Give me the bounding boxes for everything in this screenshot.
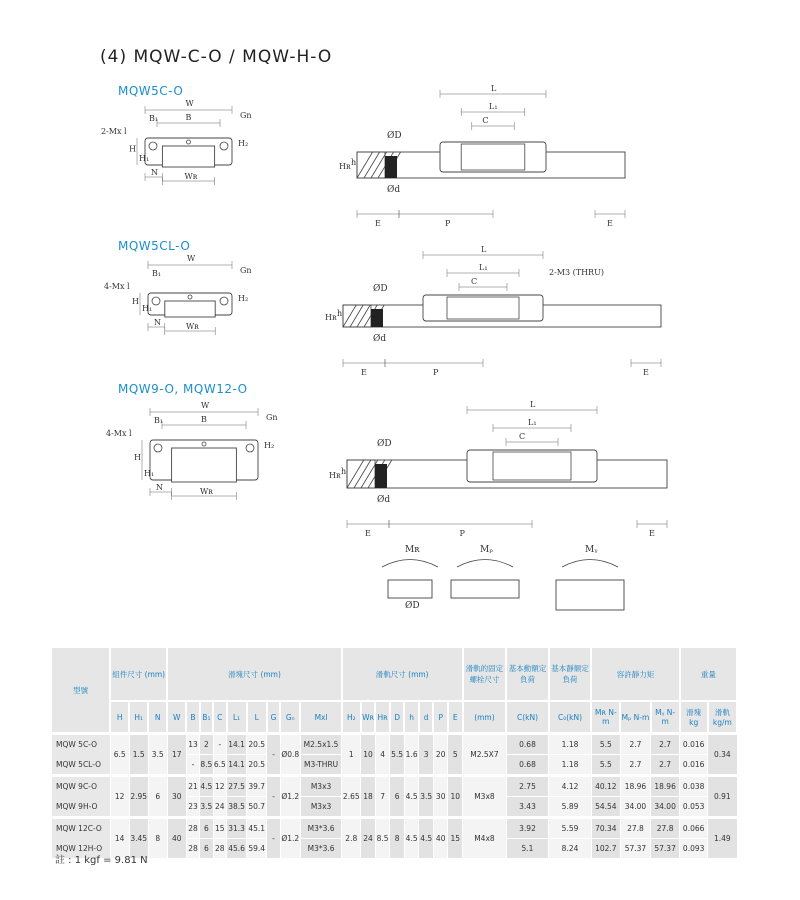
label-h2: H₂ [264,441,275,450]
label-hr: Hʀ [325,313,337,322]
label-h-small: h [337,309,343,318]
rail-section [162,146,214,167]
label-od: ØD [377,439,392,449]
label-p: P [433,368,439,377]
label-h-small: h [341,467,347,476]
label-hr: Hʀ [329,471,341,480]
moment-block-view [451,580,519,598]
cell-hr: 4 [375,734,390,776]
moment-label-mp: Mₚ [480,545,493,555]
cell-kg: 0.016 [680,755,708,776]
model-cell: MQW 12H-O [52,839,110,859]
cell-b1: 2 [200,734,213,755]
cell-l: 50.7 [247,797,267,818]
label-p: P [445,219,451,228]
cell-h: 14 [110,818,129,859]
cell-n: 6 [148,776,167,818]
cell-h: 6.5 [110,734,129,776]
column-header: C₀(kN) [549,701,592,734]
header-rail-dims: 滑軌尺寸 (mm) [342,648,463,701]
label-wr: Wʀ [186,322,199,331]
cell-h2: 2.65 [342,776,361,818]
cell-c0: 1.18 [549,755,592,776]
label-p: P [459,529,465,538]
label-hr: Hʀ [339,162,351,171]
cell-b1: 3.5 [200,797,213,818]
label-l1: L₁ [489,102,498,111]
cell-c: 12 [213,776,226,797]
cell-c0: 4.12 [549,776,592,797]
cell-c0: 1.18 [549,734,592,755]
cell-my: 2.7 [651,755,680,776]
cell-cd: 5.1 [506,839,549,859]
cell-h: 12 [110,776,129,818]
cell-l: 20.5 [247,734,267,755]
cell-gs: Ø1.2 [280,818,300,859]
cell-l: 45.1 [247,818,267,839]
moment-arrow-icon [562,560,618,568]
cell-gs: Ø1.2 [280,776,300,818]
column-header: P [433,701,448,734]
cell-p: 40 [433,818,448,859]
label-n: N [156,483,163,492]
column-header: C(kN) [506,701,549,734]
column-header: H₂ [342,701,361,734]
label-l: L [481,245,487,254]
cell-mr: 54.54 [591,797,620,818]
cell-l: 39.7 [247,776,267,797]
label-l: L [491,84,497,93]
cell-hr: 8.5 [375,818,390,859]
label-e: E [365,529,371,538]
cell-rail-weight: 1.49 [708,818,737,859]
column-header: Wʀ [361,701,376,734]
cell-rail-weight: 0.91 [708,776,737,818]
cell-bolt: M3x8 [463,776,507,818]
cell-my: 18.96 [651,776,680,797]
label-l1: L₁ [528,418,537,427]
cell-g: - [267,776,280,818]
cell-mp: 27.8 [620,818,650,839]
label-gn: Gn [240,111,252,120]
cell-wr: 10 [361,734,376,776]
cell-b1: 8.5 [200,755,213,776]
label-n: N [154,318,161,327]
label-h2: H₂ [238,294,249,303]
cell-d: 6 [390,776,405,818]
label-od-small: Ød [373,334,387,344]
moment-label-mr: Mʀ [405,545,420,555]
model-cell: MQW 5CL-O [52,755,110,776]
column-header: d [419,701,434,734]
cell-rail-weight: 0.34 [708,734,737,776]
label-h-small: h [351,158,357,167]
cell-hr: 7 [375,776,390,818]
model-cell: MQW 12C-O [52,818,110,839]
label-mxl: 2-Mx l [101,127,127,136]
cell-b1: 6 [200,818,213,839]
cell-b1: 6 [200,839,213,859]
cell-w: 17 [167,734,186,776]
cell-e: 10 [448,776,463,818]
label-wr: Wʀ [200,487,213,496]
cell-l1: 45.6 [227,839,247,859]
header-dynamic-load: 基本動額定負荷 [506,648,549,701]
rail-section [172,448,237,482]
cell-kg: 0.066 [680,818,708,839]
cell-cd: 2.75 [506,776,549,797]
bolt-hole-section [371,309,383,327]
cell-bolt: M4x8 [463,818,507,859]
cell-l1: 14.1 [227,734,247,755]
label-h: H [134,453,141,462]
cell-g: - [267,734,280,776]
label-h: H [129,144,136,154]
cell-b: 13 [186,734,199,755]
cell-my: 34.00 [651,797,680,818]
cell-kg: 0.038 [680,776,708,797]
table-row [52,734,737,755]
moment-label-od: ØD [405,601,420,611]
cell-mr: 102.7 [591,839,620,859]
cell-c: 6.5 [213,755,226,776]
cell-d: 3.5 [419,776,434,818]
cell-b: - [186,755,199,776]
moment-label-my: Mᵧ [585,545,598,555]
cell-h: 4.5 [404,776,419,818]
label-c: C [519,432,526,441]
cell-b1: 4.5 [200,776,213,797]
cell-mp: 18.96 [620,776,650,797]
label-h: H [132,297,139,306]
cell-l1: 14.1 [227,755,247,776]
column-header: Mᵧ N-m [651,701,680,734]
label-w: W [187,254,196,263]
cell-l: 20.5 [247,755,267,776]
label-e: E [361,368,367,377]
label-h2: H₂ [238,139,249,148]
cell-my: 57.37 [651,839,680,859]
cell-cd: 0.68 [506,755,549,776]
model-cell: MQW 5C-O [52,734,110,755]
cell-c: 15 [213,818,226,839]
label-e: E [375,219,381,228]
cell-c: 24 [213,797,226,818]
cell-mp: 2.7 [620,734,650,755]
model-cell: MQW 9H-O [52,797,110,818]
spec-table [52,648,738,858]
table-row [52,776,737,797]
cell-w: 40 [167,818,186,859]
header-static-moment: 容許靜力矩 [591,648,679,701]
column-header: B [186,701,199,734]
cell-mp: 34.00 [620,797,650,818]
cell-n: 8 [148,818,167,859]
cell-h2: 2.8 [342,818,361,859]
label-h1: H₁ [142,304,153,313]
moment-block-view [388,580,432,598]
column-header: B₁ [200,701,213,734]
cell-d: 3 [419,734,434,776]
bolt-hole-section [375,464,387,488]
column-header: (mm) [463,701,507,734]
page-title: (4) MQW-C-O / MQW-H-O [100,47,333,67]
label-b: B [201,415,207,424]
cell-h1: 2.95 [129,776,148,818]
cell-h2: 1 [342,734,361,776]
cell-e: 15 [448,818,463,859]
cell-h1: 3.45 [129,818,148,859]
section-title-mqw5c: MQW5C-O [118,84,184,98]
label-b1: B₁ [149,114,159,123]
label-w: W [185,99,194,108]
rail-section [165,301,215,317]
cell-h1: 1.5 [129,734,148,776]
cell-mxl: M3*3.6 [300,818,341,839]
cell-p: 20 [433,734,448,776]
cell-mxl: M2.5x1.5 [300,734,341,755]
column-header: W [167,701,186,734]
cell-c0: 5.89 [549,797,592,818]
cell-mxl: M3*3.6 [300,839,341,859]
cell-cd: 3.43 [506,797,549,818]
bolt-hole-section [385,156,397,178]
table-row [52,818,737,839]
cell-mxl: M3x3 [300,797,341,818]
column-header: G [267,701,280,734]
table-subheader-row [52,701,737,734]
column-header: Hʀ [375,701,390,734]
cell-d: 8 [390,818,405,859]
label-h1: H₁ [139,154,150,163]
cell-mr: 5.5 [591,755,620,776]
cell-h: 4.5 [404,818,419,859]
label-l: L [530,400,536,409]
cell-d: 4.5 [419,818,434,859]
cell-c0: 8.24 [549,839,592,859]
label-gn: Gn [240,266,252,275]
cell-l1: 27.5 [227,776,247,797]
cell-kg: 0.093 [680,839,708,859]
label-b1: B₁ [152,269,162,278]
cell-b: 28 [186,818,199,839]
label-h1: H₁ [144,469,155,478]
model-cell: MQW 9C-O [52,776,110,797]
label-l1: L₁ [479,263,488,272]
moment-block-view [556,580,624,610]
cell-wr: 18 [361,776,376,818]
label-mxl: 4-Mx l [106,429,132,438]
header-bolt-size: 滑軌的固定螺栓尺寸 [463,648,507,701]
cell-b: 28 [186,839,199,859]
footnote: 註 : 1 kgf = 9.81 N [55,855,148,866]
cell-bolt: M2.5X7 [463,734,507,776]
cell-c: 28 [213,839,226,859]
column-header: 滑軌 kg/m [708,701,737,734]
cell-mp: 57.37 [620,839,650,859]
cell-l: 59.4 [247,839,267,859]
cell-my: 27.8 [651,818,680,839]
label-od: ØD [387,131,402,141]
cell-gs: Ø0.8 [280,734,300,776]
cell-b: 21 [186,776,199,797]
column-header: L₁ [227,701,247,734]
header-assembly-dims: 組件尺寸 (mm) [110,648,167,701]
cell-mxl: M3-THRU [300,755,341,776]
cell-my: 2.7 [651,734,680,755]
column-header: Gₙ [280,701,300,734]
label-thru: 2-M3 (THRU) [549,268,604,277]
slider-side-view [440,142,546,172]
cell-c: - [213,734,226,755]
cell-b: 23 [186,797,199,818]
cell-h: 1.6 [404,734,419,776]
column-header: L [247,701,267,734]
label-od: ØD [373,284,388,294]
cell-p: 30 [433,776,448,818]
cell-mr: 70.34 [591,818,620,839]
section-title-mqw9-12: MQW9-O, MQW12-O [118,382,248,396]
column-header: C [213,701,226,734]
label-e: E [607,219,613,228]
cell-mr: 40.12 [591,776,620,797]
cell-mp: 2.7 [620,755,650,776]
header-weight: 重量 [680,648,737,701]
column-header: H₁ [129,701,148,734]
cell-mr: 5.5 [591,734,620,755]
column-header: 滑塊 kg [680,701,708,734]
label-c: C [482,116,489,125]
header-static-load: 基本靜額定負荷 [549,648,592,701]
column-header: H [110,701,129,734]
header-block-dims: 滑塊尺寸 (mm) [167,648,342,701]
label-b1: B₁ [154,416,164,425]
label-gn: Gn [266,413,278,422]
column-header: D [390,701,405,734]
cell-cd: 3.92 [506,818,549,839]
column-header: Mʀ N-m [591,701,620,734]
label-e: E [649,529,655,538]
slider-side-view [423,295,543,321]
column-header: Mxl [300,701,341,734]
cell-n: 3.5 [148,734,167,776]
cell-kg: 0.016 [680,734,708,755]
cell-w: 30 [167,776,186,818]
label-od-small: Ød [387,185,401,195]
cell-g: - [267,818,280,859]
column-header: Mₚ N-m [620,701,650,734]
label-e: E [643,368,649,377]
label-n: N [151,168,158,177]
section-title-mqw5cl: MQW5CL-O [118,239,191,253]
cell-cd: 0.68 [506,734,549,755]
column-header: h [404,701,419,734]
label-mxl: 4-Mx l [104,282,130,291]
slider-side-view [467,450,597,482]
label-w: W [201,401,210,410]
cell-d: 5.5 [390,734,405,776]
cell-l1: 31.3 [227,818,247,839]
column-header: E [448,701,463,734]
cell-l1: 38.5 [227,797,247,818]
moment-arrow-icon [382,560,438,568]
label-od-small: Ød [377,495,391,505]
cell-kg: 0.053 [680,797,708,818]
cell-c0: 5.59 [549,818,592,839]
cell-mxl: M3x3 [300,776,341,797]
label-wr: Wʀ [184,172,198,181]
cell-e: 5 [448,734,463,776]
header-model: 型號 [52,648,110,734]
column-header: N [148,701,167,734]
moment-arrow-icon [457,560,513,568]
label-b: B [185,113,192,122]
cell-wr: 24 [361,818,376,859]
table-header-row [52,648,737,701]
label-c: C [471,277,478,286]
